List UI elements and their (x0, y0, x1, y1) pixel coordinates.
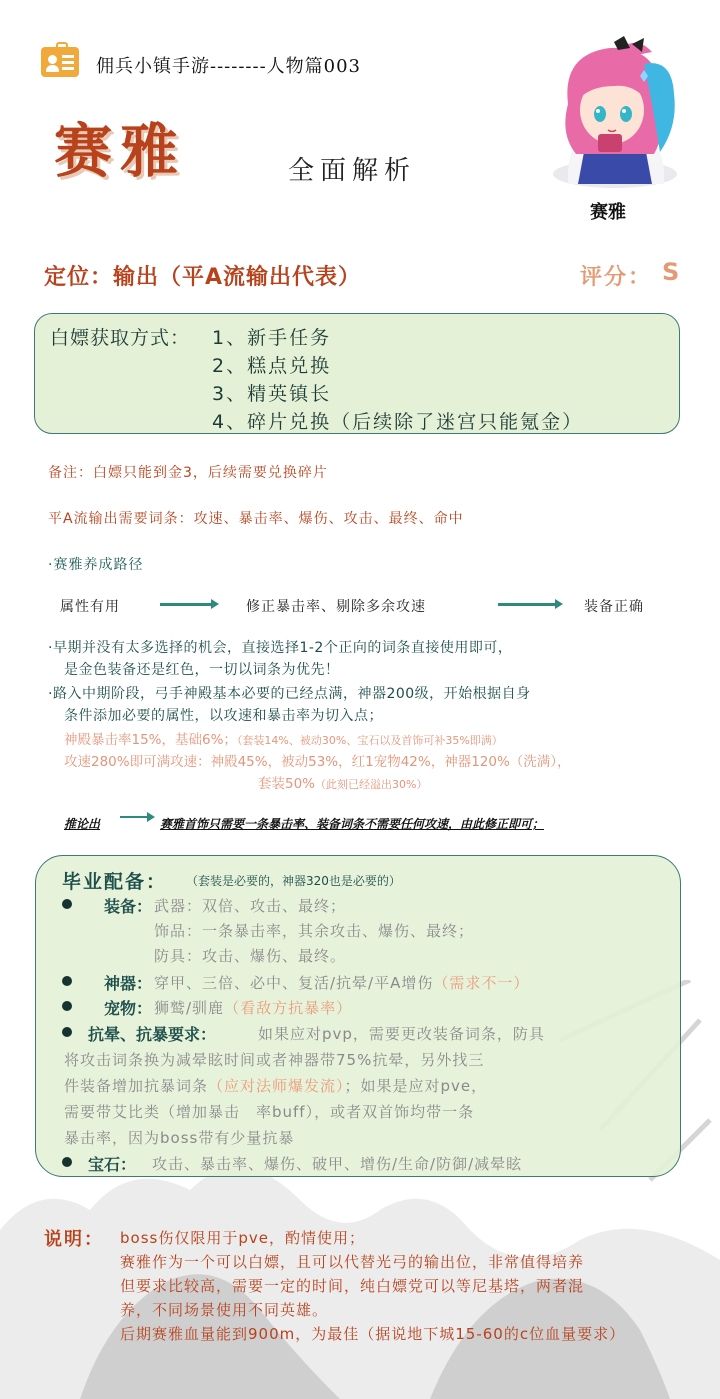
mid-stage-line: 条件添加必要的属性，以攻速和暴击率为切入点； (64, 708, 383, 724)
pet-text: 狮鹫/驯鹿 (154, 999, 225, 1017)
gem-head: 宝石： (88, 1155, 137, 1174)
mid-stage-line: ·路入中期阶段，弓手神殿基本必要的已经点满，神器200级，开始根据自身 (48, 686, 531, 702)
explanation-label: 说明： (44, 1229, 104, 1250)
artifact-note: （需求不一） (433, 974, 530, 992)
explanation-line: boss伤仅限用于pve，酌情使用； (120, 1229, 365, 1247)
bullet-icon (62, 899, 72, 909)
acquire-item: 3、精英镇长 (212, 383, 332, 405)
crit-rate-line (64, 728, 503, 748)
score-label: 评分： (580, 265, 653, 290)
gem-line: 攻击、暴击率、爆伤、破甲、增伤/生命/防御/减晕眩 (152, 1155, 523, 1173)
artifact-text: 穿甲、三倍、必中、复活/抗晕/平A增伤 (154, 974, 434, 992)
resist-text: ；如果是应对pve， (344, 1077, 488, 1095)
resist-text: 件装备增加抗暴词条 (64, 1077, 209, 1095)
acquire-label: 白嫖获取方式： (50, 327, 191, 349)
bullet-icon (62, 1157, 72, 1167)
arrow-right-icon (160, 603, 212, 606)
path-step: 修正暴击率、剔除多余攻速 (246, 599, 426, 615)
path-step: 装备正确 (584, 599, 644, 615)
resist-head: 抗晕、抗暴要求： (88, 1025, 217, 1044)
crit-rate-text: 神殿暴击率15%，基础6%； (64, 732, 237, 748)
resist-note: （应对法师爆发流） (208, 1077, 345, 1095)
acquire-item: 1、新手任务 (212, 327, 332, 349)
pet-note: （看敌方抗暴率） (224, 999, 353, 1017)
explanation-line: 但要求比较高，需要一定的时间，纯白嫖党可以等尼基塔，两者混 (120, 1277, 585, 1295)
pet-line (154, 997, 352, 1018)
crit-rate-detail: （套装14%、被动30%、宝石以及首饰可补35%即满） (236, 734, 503, 747)
note-required-stats: 平A流输出需要词条：攻速、暴击率、爆伤、攻击、最终、命中 (48, 511, 464, 527)
set-speed-detail: （此刻已经溢出30%） (315, 778, 428, 791)
acquire-item: 4、碎片兑换（后续除了迷宫只能氪金） (212, 411, 584, 433)
attack-speed-line: 攻速280%即可满攻速：神殿45%，被动53%，红1宠物42%，神器120%（洗满）， (64, 754, 571, 770)
arrow-right-icon (498, 603, 556, 606)
explanation-line: 养，不同场景使用不同英雄。 (120, 1301, 329, 1319)
artifact-line (154, 972, 529, 993)
equip-line: 饰品：一条暴击率，其余攻击、爆伤、最终； (154, 922, 475, 940)
artifact-head: 神器： (104, 974, 153, 993)
equip-head: 装备： (104, 897, 153, 916)
score-value: S (662, 258, 680, 286)
avatar-caption: 赛雅 (590, 202, 626, 223)
bullet-icon (62, 1001, 72, 1011)
resist-line: 如果应对pvp，需要更改装备词条，防具 (258, 1025, 545, 1043)
pet-head: 宠物： (104, 999, 153, 1018)
series-title: 佣兵小镇手游--------人物篇003 (96, 56, 362, 77)
hero-avatar (548, 34, 682, 189)
bullet-icon (62, 1027, 72, 1037)
acquire-item: 2、糕点兑换 (212, 355, 332, 377)
resist-line: 需要带艾比类（增加暴击 率buff），或者双首饰均带一条 (64, 1103, 475, 1121)
early-stage-line: ·早期并没有太多选择的机会，直接选择1-2个正向的词条直接使用即可， (48, 640, 513, 656)
hero-name-title: 赛雅 (54, 117, 187, 185)
set-speed-text: 套装50% (258, 776, 316, 792)
note-white-limit: 备注：白嫖只能到金3，后续需要兑换碎片 (48, 465, 328, 481)
bullet-icon (62, 976, 72, 986)
graduation-title: 毕业配备： (62, 871, 168, 893)
explanation-line: 后期赛雅血量能到900m，为最佳（据说地下城15-60的c位血量要求） (120, 1325, 626, 1343)
resist-line: 将攻击词条换为减晕眩时间或者神器带75%抗晕，另外找三 (64, 1051, 485, 1069)
path-heading: ·赛雅养成路径 (48, 557, 144, 573)
id-card-icon (41, 47, 79, 77)
role-line: 定位：输出（平A流输出代表） (44, 265, 362, 290)
early-stage-line: 是金色装备还是红色，一切以词条为优先！ (64, 662, 340, 678)
equip-line: 防具：攻击、爆伤、最终。 (154, 947, 347, 965)
equip-line: 武器：双倍、攻击、最终； (154, 897, 347, 915)
conclusion-label: 推论出 (64, 817, 101, 831)
resist-line: 暴击率，因为boss带有少量抗暴 (64, 1129, 295, 1147)
graduation-note: （套装是必要的，神器320也是必要的） (186, 874, 401, 888)
set-speed-line (258, 772, 427, 792)
resist-line (64, 1075, 487, 1096)
arrow-right-icon (120, 816, 148, 818)
analysis-subtitle: 全面解析 (288, 156, 417, 186)
path-step: 属性有用 (60, 599, 120, 615)
explanation-line: 赛雅作为一个可以白嫖，且可以代替光弓的输出位，非常值得培养 (120, 1253, 585, 1271)
conclusion-text: 赛雅首饰只需要一条暴击率、装备词条不需要任何攻速，由此修正即可； (160, 817, 545, 831)
